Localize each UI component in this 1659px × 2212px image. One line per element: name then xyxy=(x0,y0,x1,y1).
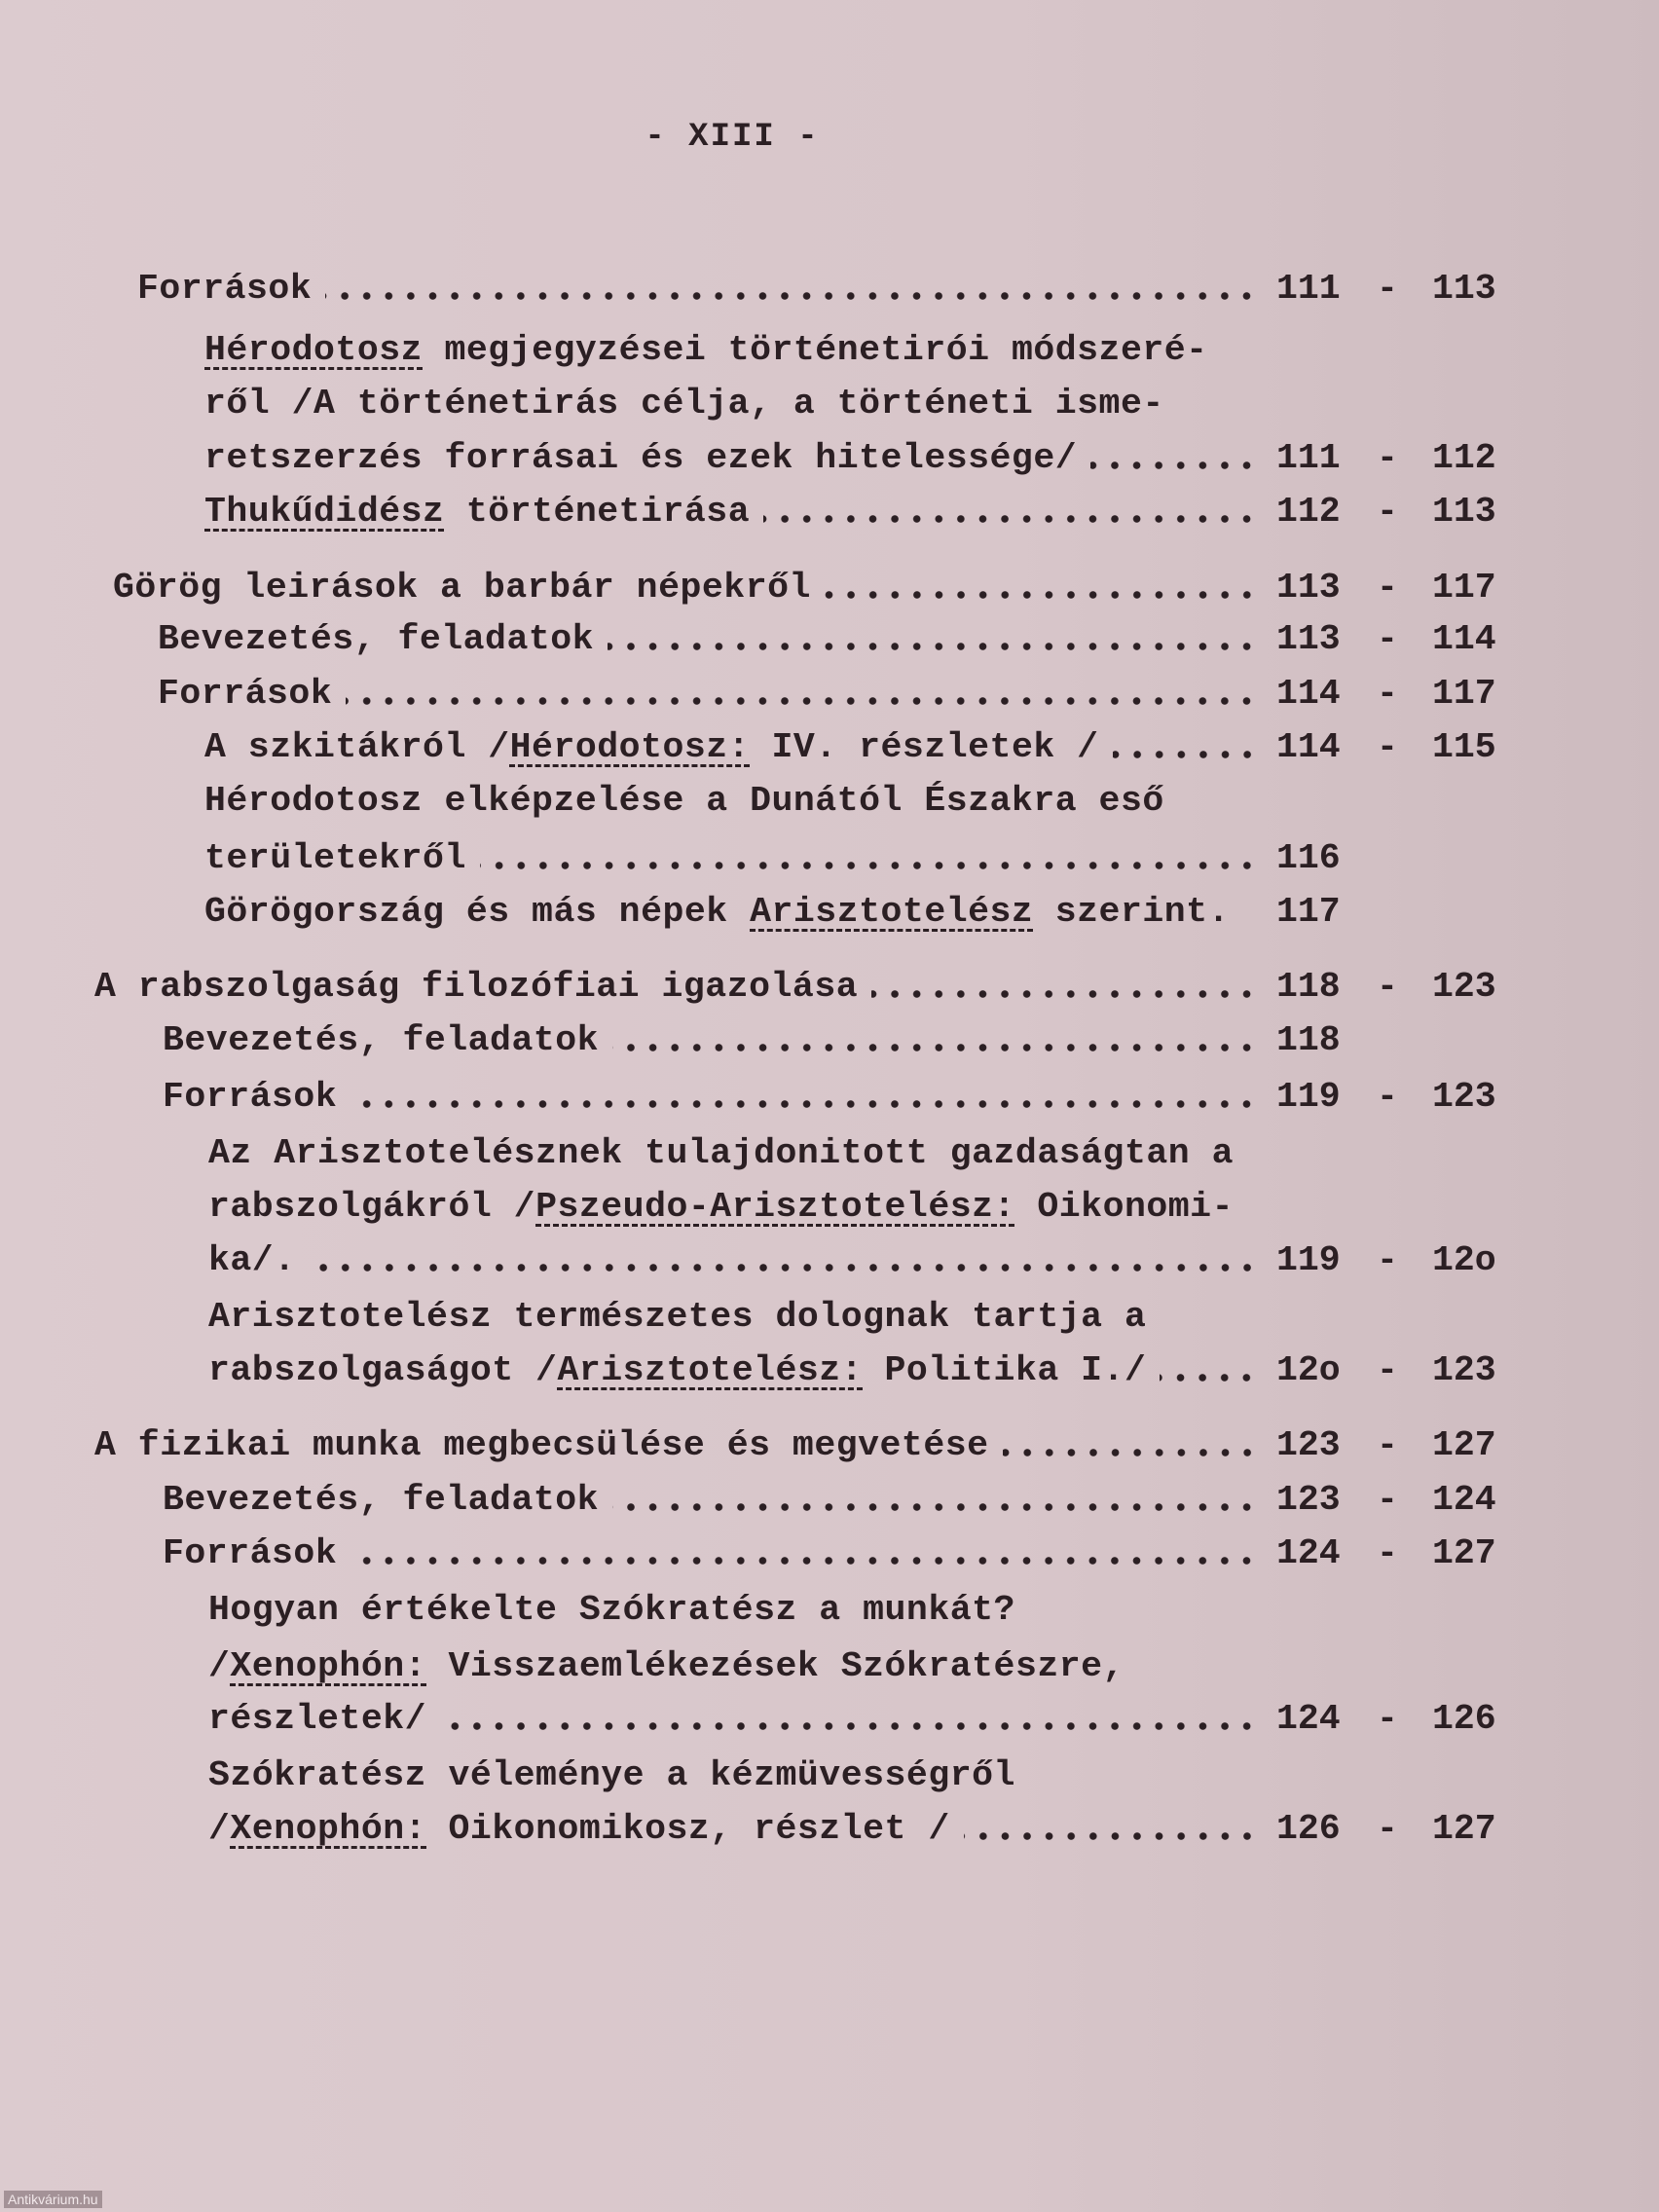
page-to: 113 xyxy=(1432,492,1496,532)
page-from: 114 xyxy=(1276,727,1341,767)
toc-entry xyxy=(208,1640,1124,1686)
title-text: szerint. xyxy=(1033,892,1230,932)
toc-entry xyxy=(208,1180,1234,1227)
toc-entry xyxy=(94,960,1264,1007)
title-text: rabszolgaságot / xyxy=(208,1350,558,1390)
title-text: Bevezetés, feladatok xyxy=(163,1480,600,1520)
page-from: 12o xyxy=(1276,1350,1341,1390)
page-range-dash: - xyxy=(1377,674,1398,714)
title-text: Politika I./ xyxy=(863,1350,1147,1390)
title-text: történetirása xyxy=(444,492,751,532)
page-to: 117 xyxy=(1432,674,1496,714)
title-text: A szkitákról / xyxy=(204,727,510,767)
page-from: 119 xyxy=(1276,1240,1341,1280)
dot-leader xyxy=(612,1043,1258,1052)
title-text: rabszolgákról / xyxy=(208,1187,536,1227)
entry-title xyxy=(163,1533,337,1573)
entry-title xyxy=(208,1699,426,1739)
title-text: Oikonomikosz, részlet / xyxy=(426,1809,950,1849)
page-to: 127 xyxy=(1432,1809,1496,1849)
entry-title xyxy=(208,1755,1015,1795)
underlined-author: Arisztotelész xyxy=(750,892,1034,932)
title-text: ről /A történetirás célja, a történeti isme- xyxy=(204,384,1164,424)
toc-entry xyxy=(204,377,1164,424)
dot-leader xyxy=(612,1502,1258,1512)
title-text: Visszaemlékezések Szókratészre, xyxy=(426,1646,1124,1686)
page-to: 113 xyxy=(1432,269,1496,309)
page-from: 123 xyxy=(1276,1425,1341,1465)
title-text: megjegyzései történetirói módszeré- xyxy=(423,330,1208,370)
dot-leader xyxy=(1003,1448,1258,1457)
toc-entry xyxy=(204,431,1264,478)
page-range-dash: - xyxy=(1377,568,1398,608)
title-text: Bevezetés, feladatok xyxy=(163,1020,600,1060)
dot-leader xyxy=(763,514,1258,524)
title-text: területekről xyxy=(204,838,466,878)
entry-title xyxy=(204,330,1208,370)
page-range-dash: - xyxy=(1377,1240,1398,1280)
page-range-dash: - xyxy=(1377,1425,1398,1465)
toc-entry xyxy=(158,667,1264,714)
toc-entry xyxy=(94,1419,1264,1465)
dot-leader xyxy=(1113,750,1258,759)
page-to: 127 xyxy=(1432,1533,1496,1573)
entry-title xyxy=(208,1590,1015,1630)
entry-title xyxy=(204,384,1164,424)
dot-leader xyxy=(440,1721,1258,1731)
page-range-dash: - xyxy=(1377,269,1398,309)
toc-entry xyxy=(204,323,1208,370)
page-to: 12o xyxy=(1432,1240,1496,1280)
entry-title xyxy=(137,269,312,309)
title-text: Görög leirások a barbár népekről xyxy=(113,568,811,608)
title-text: IV. részletek / xyxy=(750,727,1099,767)
page-range-dash: - xyxy=(1377,619,1398,659)
toc-entry xyxy=(208,1126,1234,1173)
page-range-dash: - xyxy=(1377,1533,1398,1573)
page-range-dash: - xyxy=(1377,1077,1398,1117)
page-range-dash: - xyxy=(1377,727,1398,767)
page-range-dash: - xyxy=(1377,1809,1398,1849)
entry-title xyxy=(204,492,750,532)
entry-title xyxy=(208,1297,1146,1337)
page-from: 118 xyxy=(1276,967,1341,1007)
toc-entry xyxy=(208,1583,1015,1630)
page-to: 127 xyxy=(1432,1425,1496,1465)
title-text: A rabszolgaság filozófiai igazolása xyxy=(94,967,859,1007)
title-text: ka/. xyxy=(208,1240,296,1280)
toc-entry xyxy=(163,1014,1264,1060)
title-text: retszerzés forrásai és ezek hitelessége/ xyxy=(204,438,1078,478)
page-from: 111 xyxy=(1276,269,1341,309)
title-text: Szókratész véleménye a kézmüvességről xyxy=(208,1755,1015,1795)
page-range-dash: - xyxy=(1377,967,1398,1007)
toc-entry xyxy=(204,885,1230,932)
toc-entry xyxy=(113,561,1264,608)
title-text: Források xyxy=(163,1077,338,1117)
page-from: 116 xyxy=(1276,838,1341,878)
underlined-author: Hérodotosz: xyxy=(509,727,751,767)
page-from: 126 xyxy=(1276,1809,1341,1849)
page-from: 111 xyxy=(1276,438,1341,478)
entry-title xyxy=(204,727,1099,767)
entry-title xyxy=(113,568,811,608)
toc-entry xyxy=(137,262,1264,309)
entry-title xyxy=(208,1809,950,1849)
page-range-dash: - xyxy=(1377,1480,1398,1520)
page-to: 123 xyxy=(1432,1077,1496,1117)
page-to: 126 xyxy=(1432,1699,1496,1739)
page-to: 124 xyxy=(1432,1480,1496,1520)
entry-title xyxy=(158,674,332,714)
page-from: 114 xyxy=(1276,674,1341,714)
page-to: 112 xyxy=(1432,438,1496,478)
toc-entry xyxy=(163,1070,1264,1117)
page-from: 113 xyxy=(1276,568,1341,608)
entry-title xyxy=(158,619,594,659)
toc-entry xyxy=(204,774,1164,821)
toc-entry xyxy=(208,1802,1264,1849)
title-text: Hérodotosz elképzelése a Dunától Északra eső xyxy=(204,781,1164,821)
dot-leader xyxy=(1090,461,1258,470)
toc-entry xyxy=(204,485,1264,532)
underlined-author: Hérodotosz xyxy=(204,330,424,370)
dot-leader xyxy=(608,642,1258,651)
page-to: 114 xyxy=(1432,619,1496,659)
entry-title xyxy=(163,1020,599,1060)
page-to: 115 xyxy=(1432,727,1496,767)
dot-leader xyxy=(325,291,1258,301)
page-range-dash: - xyxy=(1377,1350,1398,1390)
title-text: / xyxy=(208,1646,231,1686)
page-range-dash: - xyxy=(1377,1699,1398,1739)
page-from: 119 xyxy=(1276,1077,1341,1117)
dot-leader xyxy=(350,1556,1258,1566)
page-range-dash: - xyxy=(1377,438,1398,478)
dot-leader xyxy=(871,989,1258,999)
page-from: 117 xyxy=(1276,892,1341,932)
title-text: Görögország és más népek xyxy=(204,892,751,932)
toc-entry xyxy=(208,1234,1264,1280)
title-text: / xyxy=(208,1809,231,1849)
entry-title xyxy=(208,1646,1124,1686)
page-from: 118 xyxy=(1276,1020,1341,1060)
page-to: 123 xyxy=(1432,1350,1496,1390)
title-text: Források xyxy=(158,674,333,714)
title-text: Az Arisztotelésznek tulajdonitott gazdaságtan a xyxy=(208,1133,1234,1173)
toc-entry xyxy=(208,1290,1146,1337)
dot-leader xyxy=(964,1831,1258,1841)
entry-title xyxy=(208,1350,1146,1390)
underlined-author: Xenophón: xyxy=(230,1646,427,1686)
dot-leader xyxy=(310,1263,1258,1272)
entry-title xyxy=(208,1240,296,1280)
toc-entry xyxy=(208,1749,1015,1795)
entry-title xyxy=(163,1480,599,1520)
toc-entry xyxy=(158,612,1264,659)
page-from: 112 xyxy=(1276,492,1341,532)
dot-leader xyxy=(1160,1373,1258,1382)
page-range-dash: - xyxy=(1377,492,1398,532)
entry-title xyxy=(204,838,466,878)
title-text: Források xyxy=(137,269,313,309)
page-from: 113 xyxy=(1276,619,1341,659)
title-text: részletek/ xyxy=(208,1699,427,1739)
entry-title xyxy=(94,1425,989,1465)
underlined-author: Thukűdidész xyxy=(204,492,445,532)
underlined-author: Xenophón: xyxy=(230,1809,427,1849)
entry-title xyxy=(208,1133,1234,1173)
title-text: Hogyan értékelte Szókratész a munkát? xyxy=(208,1590,1015,1630)
watermark: Antikvárium.hu xyxy=(4,2191,102,2208)
entry-title xyxy=(163,1077,337,1117)
title-text: A fizikai munka megbecsülése és megvetése xyxy=(94,1425,989,1465)
entry-title xyxy=(94,967,858,1007)
dot-leader xyxy=(350,1099,1258,1109)
toc-entry xyxy=(163,1473,1264,1520)
page-from: 124 xyxy=(1276,1699,1341,1739)
page-to: 123 xyxy=(1432,967,1496,1007)
toc-entry xyxy=(204,831,1264,878)
title-text: Oikonomi- xyxy=(1014,1187,1234,1227)
page-to: 117 xyxy=(1432,568,1496,608)
title-text: Források xyxy=(163,1533,338,1573)
entry-title xyxy=(204,892,1230,932)
entry-title xyxy=(204,781,1164,821)
page-from: 124 xyxy=(1276,1533,1341,1573)
entry-title xyxy=(204,438,1077,478)
toc-entry xyxy=(163,1527,1264,1573)
toc-entry xyxy=(204,720,1264,767)
toc-entry xyxy=(208,1344,1264,1390)
dot-leader xyxy=(825,590,1258,600)
page-number: - XIII - xyxy=(645,119,820,156)
underlined-author: Pszeudo-Arisztotelész: xyxy=(535,1187,1015,1227)
dot-leader xyxy=(480,861,1258,870)
underlined-author: Arisztotelész: xyxy=(557,1350,864,1390)
page-from: 123 xyxy=(1276,1480,1341,1520)
toc-entry xyxy=(208,1692,1264,1739)
title-text: Arisztotelész természetes dolognak tartja a xyxy=(208,1297,1147,1337)
entry-title xyxy=(208,1187,1234,1227)
title-text: Bevezetés, feladatok xyxy=(158,619,595,659)
dot-leader xyxy=(346,696,1258,706)
